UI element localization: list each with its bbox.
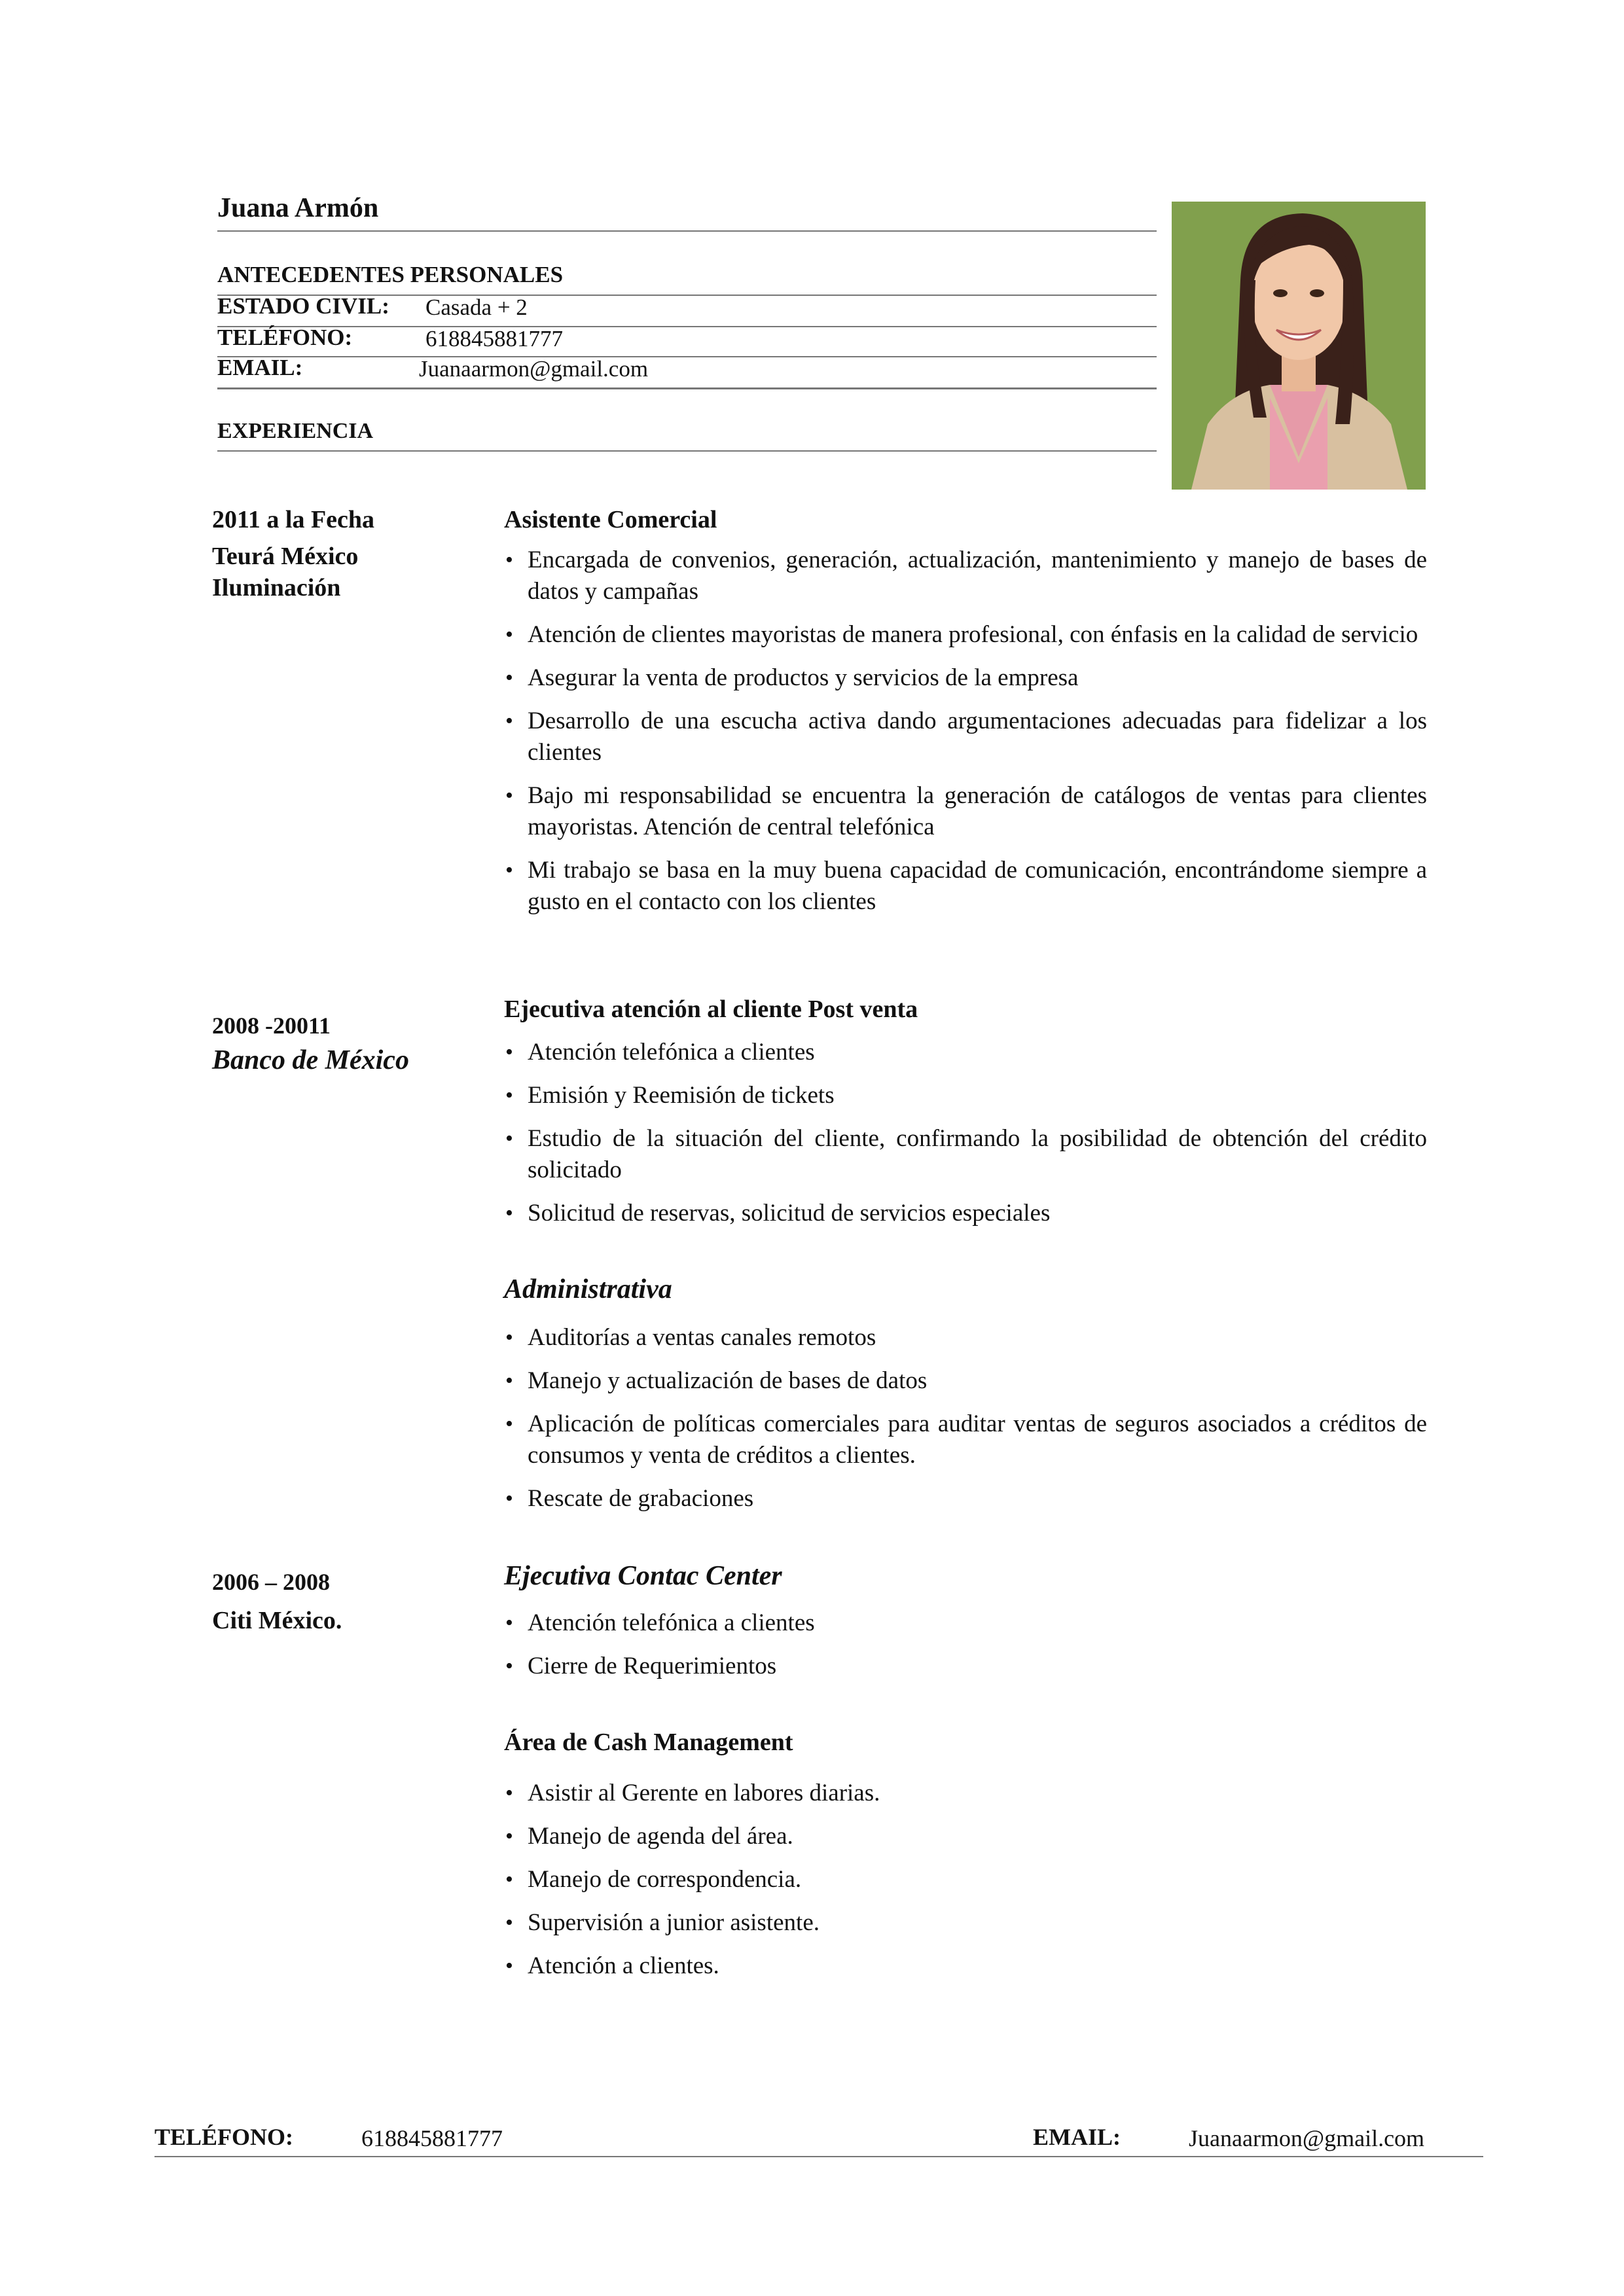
- role-bullets: [504, 545, 1427, 929]
- list-item: • Aplicación de políticas comerciales para auditar ventas de seguros asociados a créditos de consumos y venta de créditos a clientes.: [504, 1408, 1427, 1471]
- role-title: Ejecutiva atención al cliente Post venta: [504, 996, 918, 1023]
- list-item: • Cierre de Requerimientos: [504, 1651, 1427, 1682]
- email-value[interactable]: Juanaarmon@gmail.com: [419, 356, 649, 382]
- footer-phone-label: TELÉFONO:: [154, 2124, 294, 2150]
- list-item: • Manejo de correspondencia.: [504, 1864, 1427, 1895]
- experience-heading: EXPERIENCIA: [217, 419, 374, 443]
- applicant-name: Juana Armón: [217, 193, 379, 223]
- role-bullets: [504, 1607, 1427, 1694]
- role-bullets: [504, 1037, 1427, 1241]
- job-company: Teurá México Iluminación: [212, 543, 359, 601]
- list-item: • Bajo mi responsabilidad se encuentra la generación de catálogos de ventas para clientes mayoristas. Atención de central telefónica: [504, 780, 1427, 843]
- phone-label: TELÉFONO:: [217, 325, 353, 350]
- list-item: • Rescate de grabaciones: [504, 1483, 1427, 1515]
- list-item: • Emisión y Reemisión de tickets: [504, 1080, 1427, 1111]
- role-title: Área de Cash Management: [504, 1729, 793, 1756]
- job-dates: 2008 -20011: [212, 1013, 331, 1039]
- footer-phone-value[interactable]: 618845881777: [361, 2125, 503, 2151]
- email-label: EMAIL:: [217, 355, 303, 380]
- list-item: • Mi trabajo se basa en la muy buena capacidad de comunicación, encontrándome siempre a gusto en el contacto con los clientes: [504, 855, 1427, 918]
- name-divider: [217, 230, 1157, 232]
- civil-status-label: ESTADO CIVIL:: [217, 293, 389, 319]
- divider: [217, 356, 1157, 357]
- list-item: • Auditorías a ventas canales remotos: [504, 1322, 1427, 1354]
- list-item: • Asistir al Gerente en labores diarias.: [504, 1778, 1427, 1809]
- list-item: • Solicitud de reservas, solicitud de servicios especiales: [504, 1198, 1427, 1229]
- profile-photo: [1172, 202, 1426, 490]
- list-item: • Estudio de la situación del cliente, confirmando la posibilidad de obtención del crédito solicitado: [504, 1123, 1427, 1186]
- role-bullets: [504, 1322, 1427, 1526]
- divider: [217, 326, 1157, 327]
- job-company: Banco de México: [212, 1045, 409, 1075]
- list-item: • Asegurar la venta de productos y servicios de la empresa: [504, 662, 1427, 694]
- list-item: • Manejo de agenda del área.: [504, 1821, 1427, 1852]
- divider: [217, 387, 1157, 389]
- list-item: • Atención telefónica a clientes: [504, 1037, 1427, 1068]
- footer-email-value[interactable]: Juanaarmon@gmail.com: [1189, 2125, 1425, 2151]
- civil-status-value: Casada + 2: [425, 295, 528, 320]
- role-bullets: [504, 1778, 1427, 1994]
- list-item: • Encargada de convenios, generación, actualización, mantenimiento y manejo de bases de datos y campañas: [504, 545, 1427, 607]
- list-item: • Desarrollo de una escucha activa dando argumentaciones adecuadas para fidelizar a los clientes: [504, 706, 1427, 768]
- phone-value[interactable]: 618845881777: [425, 326, 563, 351]
- personal-heading: ANTECEDENTES PERSONALES: [217, 262, 564, 287]
- role-title: Ejecutiva Contac Center: [504, 1561, 782, 1591]
- list-item: • Atención a clientes.: [504, 1950, 1427, 1982]
- footer-divider: [154, 2156, 1483, 2157]
- list-item: • Manejo y actualización de bases de datos: [504, 1365, 1427, 1397]
- list-item: • Atención de clientes mayoristas de manera profesional, con énfasis en la calidad de servicio: [504, 619, 1427, 651]
- footer-email-label: EMAIL:: [1033, 2124, 1121, 2150]
- list-item: • Supervisión a junior asistente.: [504, 1907, 1427, 1939]
- person-photo-icon: [1172, 202, 1426, 490]
- list-item: • Atención telefónica a clientes: [504, 1607, 1427, 1639]
- role-title: Asistente Comercial: [504, 506, 717, 533]
- role-title: Administrativa: [504, 1274, 672, 1304]
- job-dates: 2011 a la Fecha: [212, 506, 375, 533]
- experience-divider: [217, 450, 1157, 452]
- job-company: Citi México.: [212, 1607, 342, 1634]
- job-dates: 2006 – 2008: [212, 1569, 330, 1595]
